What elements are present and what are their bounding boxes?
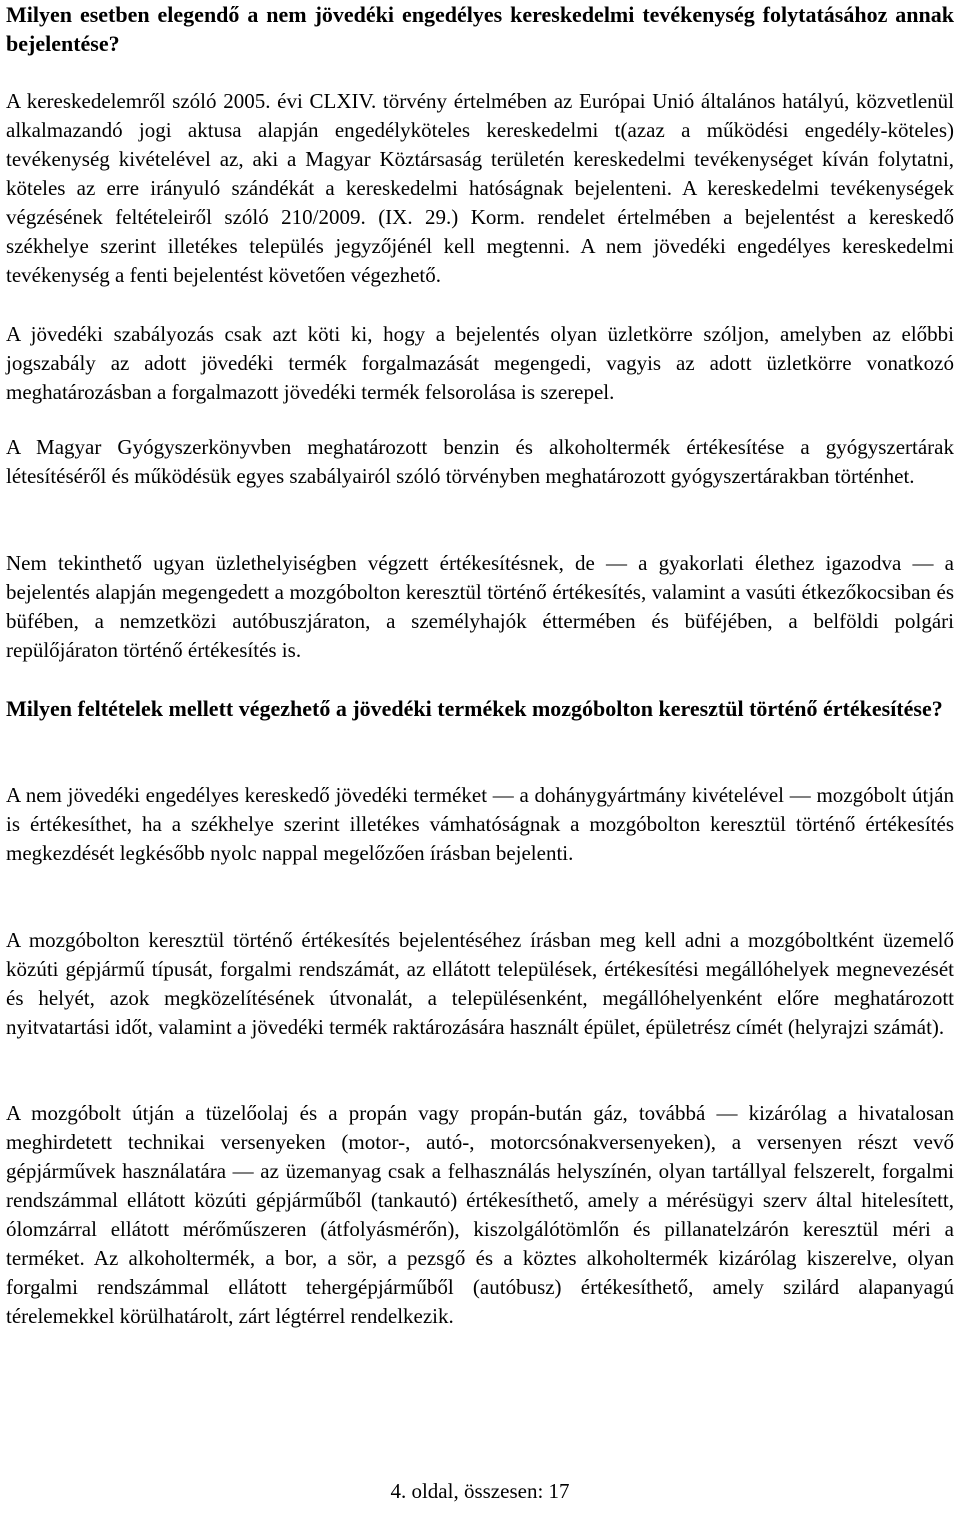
- paragraph-excise-regulation: A jövedéki szabályozás csak azt köti ki, hogy a bejelentés olyan üzletkörre szóljon, amelyben az előbbi jogszabály az adott jövedéki termék forgalmazását megengedi, vagyis az adott üzletkörre vonatkozó meghatározásban a forgalmazott jövedéki termék felsorolása is szerepel.: [6, 322, 954, 404]
- section-heading-notification: Milyen esetben elegendő a nem jövedéki engedélyes kereskedelmi tevékenység folytatásához annak bejelentése?: [6, 2, 954, 56]
- paragraph-fuel-alcohol-sales: A mozgóbolt útján a tüzelőolaj és a propán vagy propán-bután gáz, továbbá — kizárólag a hivatalosan meghirdetett technikai versenyeken (motor-, autó-, motorcsónakversenyeken), a versenyen részt vevő gépjárművek használatára — az üzemanyag csak a felhasználás helyszínén, olyan tartállyal felszerelt, forgalmi rendszámmal ellátott közúti gépjárműből (tankautó) értékesíthető, amely a mérésügyi szerv által hitelesített, ólomzárral ellátott mérőműszeren (átfolyásmérőn), kiszolgálótömlőn és pillanatelzárón keresztül méri a terméket. Az alkoholtermék, a bor, a sör, a pezsgő és a köztes alkoholtermék kizárólag kiszerelve, olyan forgalmi rendszámmal ellátott tehergépjárműből (autóbusz) értékesíthető, amely szilárd alapanyagú térelemekkel körülhatárolt, zárt légtérrel rendelkezik.: [6, 1101, 954, 1328]
- paragraph-commerce-law: A kereskedelemről szóló 2005. évi CLXIV. törvény értelmében az Európai Unió általános hatályú, közvetlenül alkalmazandó jogi aktusa alapján engedélyköteles kereskedelmi t(azaz a működési engedély-köteles) tevékenység kivételével az, aki a Magyar Köztársaság területén kereskedelmi tevékenységet kíván folytatni, köteles az erre irányuló szándékát a kereskedelmi hatóságnak bejelenteni. A kereskedelmi tevékenységek végzésének feltételeiről szóló 210/2009. (IX. 29.) Korm. rendelet értelmében a bejelentést a kereskedő székhelye szerint illetékes település jegyzőjénél kell megtenni. A nem jövedéki engedélyes kereskedelmi tevékenység a fenti bejelentést követően végezhető.: [6, 89, 954, 287]
- paragraph-mobile-shop-notification: A nem jövedéki engedélyes kereskedő jövedéki terméket — a dohánygyártmány kivételével — mozgóbolt útján is értékesíthet, ha a székhelye szerint illetékes vámhatóságnak a mozgóbolton keresztül történő értékesítés megkezdését legkésőbb nyolc nappal megelőzően írásban bejelenti.: [6, 783, 954, 865]
- paragraph-pharmacopoeia: A Magyar Gyógyszerkönyvben meghatározott benzin és alkoholtermék értékesítése a gyógyszertárak létesítéséről és működésük egyes szabályairól szóló törvényben meghatározott gyógyszertárakban történhet.: [6, 435, 954, 488]
- section-heading-mobile-shop: Milyen feltételek mellett végezhető a jövedéki termékek mozgóbolton keresztül történő értékesítése?: [6, 696, 943, 721]
- paragraph-mobile-shop-details: A mozgóbolton keresztül történő értékesítés bejelentéséhez írásban meg kell adni a mozgóboltként üzemelő közúti gépjármű típusát, forgalmi rendszámát, az ellátott települések, értékesítési megállóhelyek megnevezését és helyét, azok megközelítésének útvonalát, a településenként, megállóhelyenként előre meghatározott nyitvatartási időt, valamint a jövedéki termék raktározására használt épület, épületrész címét (helyrajzi számát).: [6, 928, 954, 1039]
- page-number: 4. oldal, összesen: 17: [390, 1479, 570, 1503]
- paragraph-mobile-sales-exception: Nem tekinthető ugyan üzlethelyiségben végzett értékesítésnek, de — a gyakorlati élethez igazodva — a bejelentés alapján megengedett a mozgóbolton keresztül történő értékesítés, valamint a vasúti étkezőkocsiban és büfében, a nemzetközi autóbuszjáraton, a személyhajók éttermében és büféjében, a belföldi polgári repülőjáraton történő értékesítés is.: [6, 551, 954, 662]
